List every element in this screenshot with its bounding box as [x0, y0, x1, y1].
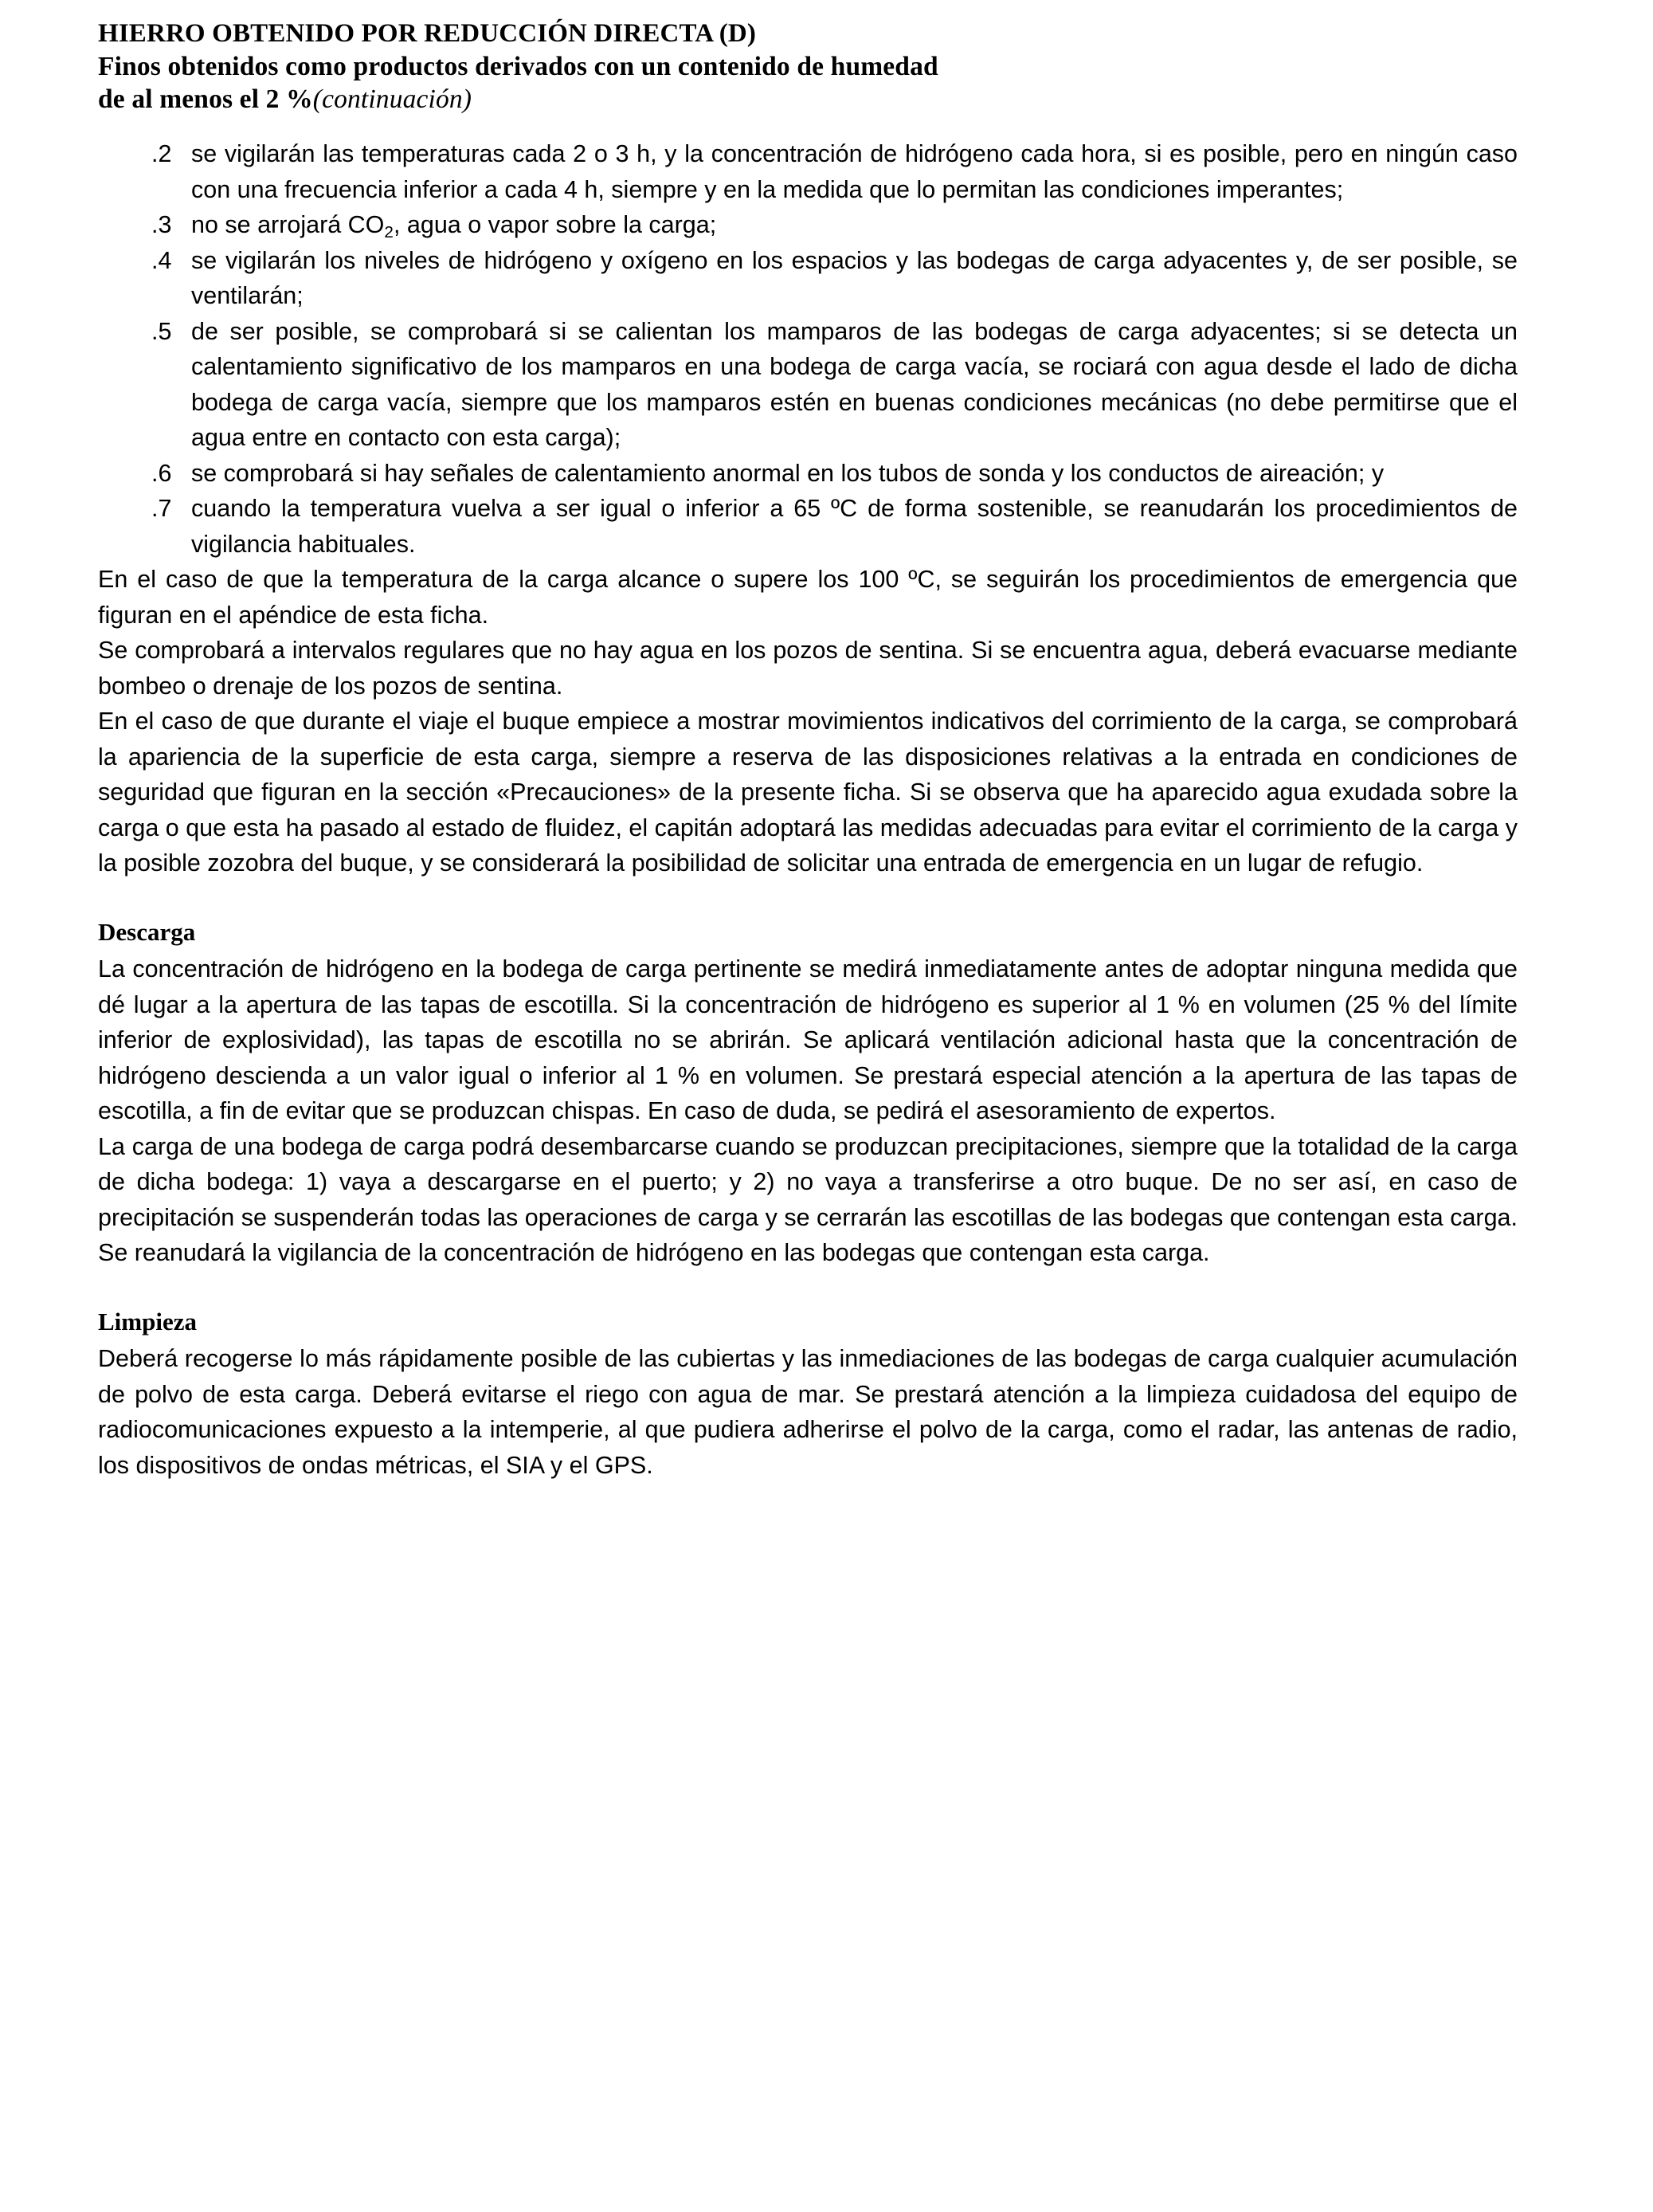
- list-item-marker: .2: [151, 140, 172, 167]
- paragraph-descarga-precipitation: La carga de una bodega de carga podrá desembarcarse cuando se produzcan precipitaciones, siempre que la totalidad de la carga de dicha bodega: 1) vaya a descargarse en el puerto; y 2) no vaya a transferirse a otro buque. De no ser así, en caso de precipitación se suspenderán todas las operaciones de carga y se cerrarán las escotillas de las bodegas que contengan esta carga. Se reanudará la vigilancia de la concentración de hidrógeno en las bodegas que contengan esta carga.: [98, 1132, 1518, 1266]
- list-item-text: se vigilarán las temperaturas cada 2 o 3 h, y la concentración de hidrógeno cada hora, si es posible, pero en ningún caso con una frecuencia inferior a cada 4 h, siempre y en la medida que lo permitan las condiciones imperantes;: [191, 140, 1518, 203]
- list-item-text: cuando la temperatura vuelva a ser igual o inferior a 65 ºC de forma sostenible, se reanudarán los procedimientos de vigilancia habituales.: [191, 495, 1518, 558]
- list-item: [98, 207, 1518, 243]
- list-item-marker: .5: [151, 317, 172, 345]
- list-item: [98, 243, 1518, 314]
- section-heading-descarga: Descarga: [98, 917, 196, 946]
- list-item-marker: .4: [151, 246, 172, 274]
- list-item: [98, 491, 1518, 562]
- numbered-subitem-list: [98, 136, 1518, 562]
- list-item-text: no se arrojará $CO_2$, agua o vapor sobre la carga;: [191, 211, 717, 241]
- document-title: HIERRO OBTENIDO POR REDUCCIÓN DIRECTA (D): [98, 19, 757, 48]
- list-item-marker: .3: [151, 211, 172, 238]
- document-subtitle-line-1: Finos obtenidos como productos derivados con un contenido de humedad: [98, 52, 938, 81]
- list-item: [98, 314, 1518, 456]
- list-item-marker: .6: [151, 459, 172, 487]
- document-header: [98, 18, 1518, 116]
- document-continuation-note: (continuación): [312, 84, 472, 114]
- list-item-text: de ser posible, se comprobará si se calientan los mamparos de las bodegas de carga adyacentes; si se detecta un calentamiento significativo de los mamparos en una bodega de carga vacía, se rociará con agua desde el lado de dicha bodega de carga vacía, siempre que los mamparos estén en buenas condiciones mecánicas (no debe permitirse que el agua entre en contacto con esta carga);: [191, 317, 1518, 451]
- section-heading-limpieza: Limpieza: [98, 1307, 197, 1335]
- list-item-text: se vigilarán los niveles de hidrógeno y oxígeno en los espacios y las bodegas de carga adyacentes y, de ser posible, se ventilarán;: [191, 246, 1518, 309]
- list-item: [98, 456, 1518, 492]
- paragraph-limpieza-dust: Deberá recogerse lo más rápidamente posible de las cubiertas y las inmediaciones de las bodegas de carga cualquier acumulación de polvo de esta carga. Deberá evitarse el riego con agua de mar. Se prestará atención a la limpieza cuidadosa del equipo de radiocomunicaciones expuesto a la intemperie, al que pudiera adherirse el polvo de la carga, como el radar, las antenas de radio, los dispositivos de ondas métricas, el SIA y el GPS.: [98, 1345, 1518, 1479]
- list-item: [98, 136, 1518, 207]
- list-item-text: se comprobará si hay señales de calentamiento anormal en los tubos de sonda y los conductos de aireación; y: [191, 459, 1385, 487]
- document-subtitle-line-2-bold: de al menos el 2 %: [98, 84, 313, 114]
- paragraph-cargo-shifting: En el caso de que durante el viaje el buque empiece a mostrar movimientos indicativos del corrimiento de la carga, se comprobará la apariencia de la superficie de esta carga, siempre a reserva de las disposiciones relativas a la entrada en condiciones de seguridad que figuran en la sección «Precauciones» de la presente ficha. Si se observa que ha aparecido agua exudada sobre la carga o que esta ha pasado al estado de fluidez, el capitán adoptará las medidas adecuadas para evitar el corrimiento de la carga y la posible zozobra del buque, y se considerará la posibilidad de solicitar una entrada de emergencia en un lugar de refugio.: [98, 708, 1518, 877]
- paragraph-descarga-hydrogen: La concentración de hidrógeno en la bodega de carga pertinente se medirá inmediatamente antes de adoptar ninguna medida que dé lugar a la apertura de las tapas de escotilla. Si la concentración de hidrógeno es superior al 1 % en volumen (25 % del límite inferior de explosividad), las tapas de escotilla no se abrirán. Se aplicará ventilación adicional hasta que la concentración de hidrógeno descienda a un valor igual o inferior al 1 % en volumen. Se prestará especial atención a la apertura de las tapas de escotilla, a fin de evitar que se produzcan chispas. En caso de duda, se pedirá el asesoramiento de expertos.: [98, 955, 1518, 1124]
- paragraph-emergency-procedures: En el caso de que la temperatura de la carga alcance o supere los 100 ºC, se seguirán los procedimientos de emergencia que figuran en el apéndice de esta ficha.: [98, 566, 1518, 629]
- paragraph-bilge-wells: Se comprobará a intervalos regulares que no hay agua en los pozos de sentina. Si se encuentra agua, deberá evacuarse mediante bombeo o drenaje de los pozos de sentina.: [98, 637, 1518, 700]
- list-item-marker: .7: [151, 495, 172, 522]
- document-subtitle-line-2: [98, 83, 1518, 116]
